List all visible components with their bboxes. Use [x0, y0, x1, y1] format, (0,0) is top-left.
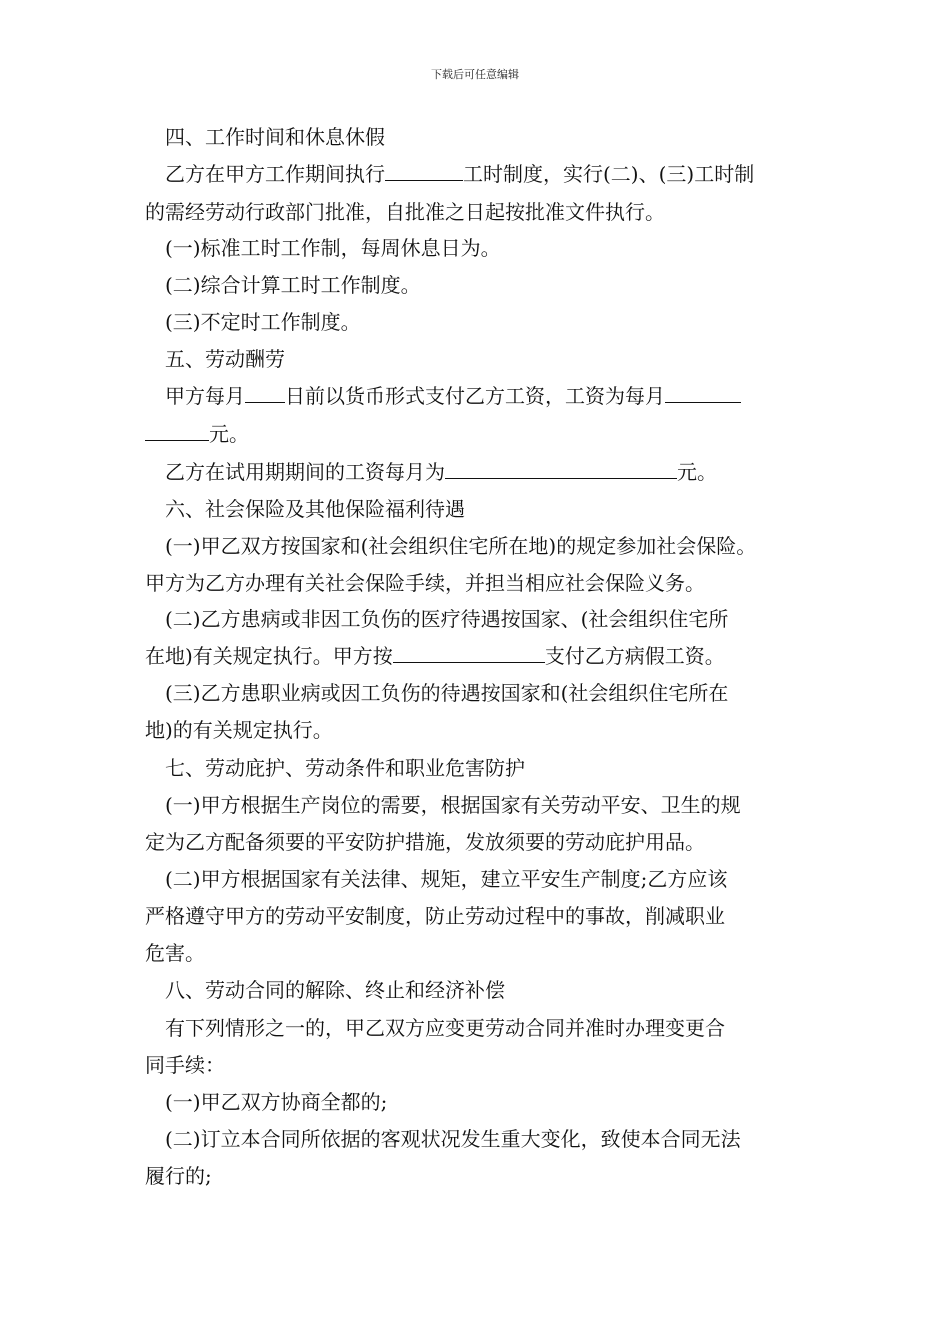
- text-segment: 乙方在甲方工作期间执行: [145, 162, 385, 186]
- text-segment: 支付乙方病假工资。: [544, 644, 725, 668]
- paragraph-line: 的需经劳动行政部门批准，自批准之日起按批准文件执行。: [145, 200, 665, 224]
- paragraph-line: 地)的有关规定执行。: [145, 718, 333, 742]
- list-item: (二)综合计算工时工作制度。: [145, 273, 421, 297]
- section-heading-labor-protection: 七、劳动庇护、劳动条件和职业危害防护: [145, 756, 525, 780]
- text-segment: 在地)有关规定执行。甲方按: [145, 644, 393, 668]
- list-item: (二)订立本合同所依据的客观状况发生重大变化，致使本合同无法: [145, 1127, 741, 1151]
- text-segment: 工时制度，实行(二)、(三)工时制: [463, 162, 755, 186]
- fill-blank: [393, 644, 545, 663]
- section-heading-contract-termination: 八、劳动合同的解除、终止和经济补偿: [145, 978, 505, 1002]
- list-item: (一)甲乙双方按国家和(社会组织住宅所在地)的规定参加社会保险。: [145, 534, 757, 558]
- text-segment: 甲方每月: [145, 384, 245, 408]
- text-segment: 元。: [677, 460, 717, 484]
- paragraph-line: [145, 383, 825, 409]
- list-item: (一)甲方根据生产岗位的需要，根据国家有关劳动平安、卫生的规: [145, 793, 741, 817]
- paragraph-line: [145, 161, 825, 187]
- paragraph-line: 履行的;: [145, 1164, 212, 1188]
- fill-blank: [385, 162, 463, 181]
- list-item: (三)乙方患职业病或因工负伤的待遇按国家和(社会组织住宅所在: [145, 681, 729, 705]
- list-item: (一)甲乙双方协商全都的;: [145, 1090, 388, 1114]
- list-item: (二)乙方患病或非因工负伤的医疗待遇按国家、(社会组织住宅所: [145, 607, 729, 631]
- list-item: (二)甲方根据国家有关法律、规矩，建立平安生产制度;乙方应该: [145, 867, 728, 891]
- text-segment: 元。: [209, 422, 249, 446]
- fill-blank: [445, 460, 677, 479]
- paragraph-line: 定为乙方配备须要的平安防护措施，发放须要的劳动庇护用品。: [145, 830, 705, 854]
- paragraph-line: 危害。: [145, 941, 205, 965]
- fill-blank: [245, 384, 285, 403]
- paragraph-line: [145, 459, 825, 485]
- paragraph-line: 甲方为乙方办理有关社会保险手续，并担当相应社会保险义务。: [145, 571, 705, 595]
- list-item: (三)不定时工作制度。: [145, 310, 361, 334]
- list-item: (一)标准工时工作制，每周休息日为。: [145, 236, 501, 260]
- paragraph-line: [145, 421, 825, 447]
- paragraph-line: 严格遵守甲方的劳动平安制度，防止劳动过程中的事故，削减职业: [145, 904, 725, 928]
- page-header: 下载后可任意编辑: [431, 68, 519, 81]
- section-heading-work-hours: 四、工作时间和休息休假: [145, 125, 385, 149]
- paragraph-line: [145, 643, 825, 669]
- paragraph-line: 有下列情形之一的，甲乙双方应变更劳动合同并准时办理变更合: [145, 1016, 725, 1040]
- text-segment: 乙方在试用期期间的工资每月为: [145, 460, 445, 484]
- fill-blank: [665, 384, 741, 403]
- section-heading-social-insurance: 六、社会保险及其他保险福利待遇: [145, 497, 465, 521]
- fill-blank: [145, 422, 209, 441]
- text-segment: 日前以货币形式支付乙方工资，工资为每月: [285, 384, 665, 408]
- section-heading-remuneration: 五、劳动酬劳: [145, 347, 285, 371]
- paragraph-line: 同手续：: [145, 1053, 225, 1077]
